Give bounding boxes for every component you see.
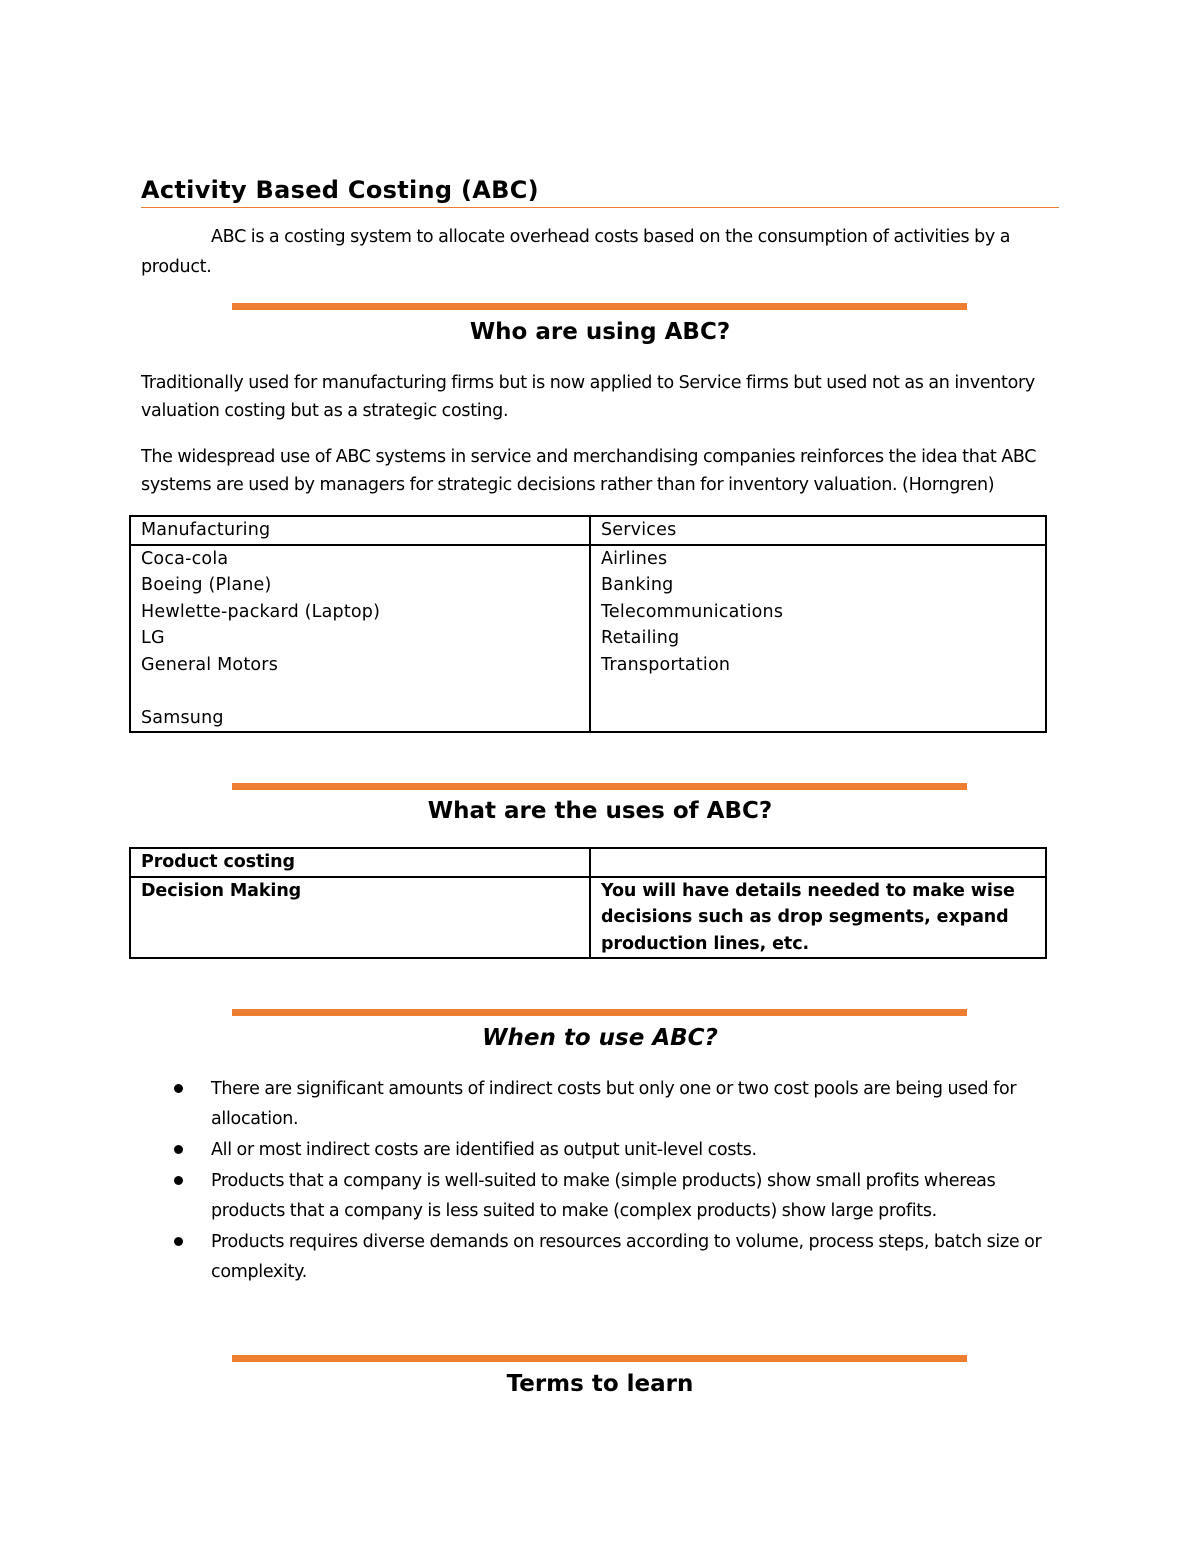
- list-item: Transportation: [601, 654, 731, 675]
- list-item: Hewlette-packard (Laptop): [141, 601, 381, 622]
- bullet-text: Products requires diverse demands on resources according to volume, process steps, batch size or complexity.: [211, 1232, 1042, 1282]
- table-row: [130, 545, 1046, 733]
- bullet-text: Products that a company is well-suited to make (simple products) show small profits whereas products that a company is less suited to make (complex products) show large profits.: [211, 1171, 996, 1221]
- bullet-icon: [174, 1237, 183, 1246]
- use-cell: Product costing: [130, 848, 590, 877]
- table-header-manufacturing: Manufacturing: [130, 516, 590, 545]
- list-item: Boeing (Plane): [141, 575, 272, 595]
- manufacturing-services-table: [129, 515, 1047, 733]
- bullet-icon: [174, 1084, 183, 1093]
- when-bullet-list: [141, 1074, 1061, 1288]
- list-item: LG: [141, 628, 165, 648]
- manufacturing-list: [130, 545, 590, 733]
- use-detail-cell: You will have details needed to make wise decisions such as drop segments, expand production lines, etc.: [590, 877, 1046, 959]
- list-item: Coca-cola: [141, 548, 229, 569]
- table-row: [130, 848, 1046, 877]
- list-item: Samsung: [141, 707, 224, 728]
- section-divider-uses: [232, 783, 967, 790]
- use-cell: Decision Making: [130, 877, 590, 959]
- list-item: Airlines: [601, 548, 668, 569]
- bullet-text: All or most indirect costs are identified as output unit-level costs.: [211, 1140, 757, 1160]
- document-title: Activity Based Costing (ABC): [141, 176, 539, 204]
- table-header-services: Services: [590, 516, 1046, 545]
- who-paragraph-1: Traditionally used for manufacturing firms but is now applied to Service firms but used not as an inventory valuation costing but as a strategic costing.: [141, 373, 1035, 421]
- list-item: [141, 1135, 1061, 1165]
- section-divider-who: [232, 303, 967, 310]
- list-item: Retailing: [601, 628, 680, 648]
- table-header-row: [130, 516, 1046, 545]
- list-item: [141, 1166, 1061, 1226]
- table-row: [130, 877, 1046, 959]
- intro-paragraph: ABC is a costing system to allocate overhead costs based on the consumption of activities by a product.: [141, 227, 1011, 277]
- section-heading-terms: Terms to learn: [506, 1371, 694, 1397]
- bullet-text: There are significant amounts of indirect costs but only one or two cost pools are being used for allocation.: [211, 1079, 1017, 1129]
- list-item: General Motors: [141, 654, 279, 675]
- who-paragraph-2: The widespread use of ABC systems in service and merchandising companies reinforces the idea that ABC systems are used by managers for strategic decisions rather than for inventory valuation. (Horngren): [141, 447, 1037, 495]
- section-divider-terms: [232, 1355, 967, 1362]
- section-heading-who: Who are using ABC?: [469, 319, 731, 345]
- section-heading-when: When to use ABC?: [482, 1025, 718, 1051]
- list-item: [141, 1074, 1061, 1134]
- title-underline: [141, 207, 1059, 208]
- list-item-blank: [141, 678, 579, 705]
- services-list: [590, 545, 1046, 733]
- bullet-icon: [174, 1145, 183, 1154]
- section-heading-uses: What are the uses of ABC?: [427, 798, 773, 824]
- bullet-icon: [174, 1176, 183, 1185]
- list-item: Banking: [601, 575, 674, 595]
- section-divider-when: [232, 1009, 967, 1016]
- list-item: [141, 1227, 1061, 1287]
- use-detail-cell: [590, 848, 1046, 877]
- list-item: Telecommunications: [601, 601, 784, 622]
- uses-table: [129, 847, 1047, 959]
